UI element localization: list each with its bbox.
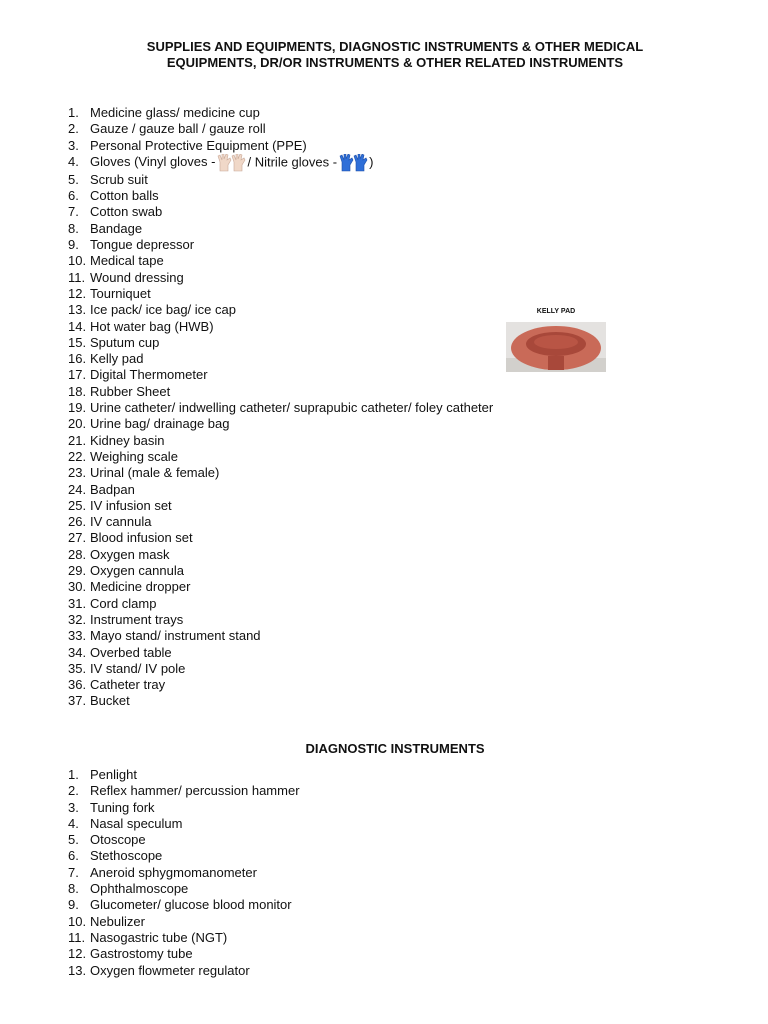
supplies-item-text: Kidney basin: [90, 432, 165, 448]
diagnostic-item-text: Gastrostomy tube: [90, 946, 193, 962]
diagnostic-item: [68, 930, 300, 946]
supplies-item: [68, 628, 493, 644]
kelly-pad-image: [506, 322, 606, 372]
supplies-item-text: Weighing scale: [90, 448, 178, 464]
supplies-item-number: 31.: [68, 595, 87, 611]
supplies-item: [68, 204, 493, 220]
page-title: [60, 39, 730, 71]
diagnostic-item: [68, 881, 300, 897]
diagnostic-item-text: Glucometer/ glucose blood monitor: [90, 897, 292, 913]
supplies-item: [68, 335, 493, 351]
supplies-item: [68, 319, 493, 335]
supplies-item: [68, 286, 493, 302]
supplies-item-number: 20.: [68, 416, 87, 432]
diagnostic-heading: DIAGNOSTIC INSTRUMENTS: [305, 741, 485, 756]
diagnostic-item-text: Nasogastric tube (NGT): [90, 929, 228, 945]
supplies-item-text: Rubber Sheet: [90, 383, 171, 399]
supplies-item-number: 33.: [68, 628, 87, 644]
supplies-item: [68, 498, 493, 514]
supplies-item: [68, 172, 493, 188]
supplies-item-number: 11.: [68, 269, 86, 285]
supplies-item-text: Sputum cup: [90, 334, 160, 350]
supplies-item: [68, 482, 493, 498]
supplies-item-text: Kelly pad: [90, 351, 144, 367]
supplies-item-text: Instrument trays: [90, 611, 184, 627]
diagnostic-item: [68, 865, 300, 881]
supplies-item-number: 10.: [68, 253, 87, 269]
gloves-end-text: ): [369, 154, 374, 170]
supplies-item: [68, 579, 493, 595]
diagnostic-item: [68, 767, 300, 783]
supplies-item: [68, 645, 493, 661]
supplies-item-text: IV cannula: [90, 514, 152, 530]
diagnostic-item-text: Ophthalmoscope: [90, 881, 189, 897]
supplies-item: [68, 661, 493, 677]
diagnostic-item-text: Otoscope: [90, 832, 146, 848]
supplies-item-number: 22.: [68, 448, 87, 464]
diagnostic-item-text: Tuning fork: [90, 799, 155, 815]
supplies-item-text: Bucket: [90, 693, 130, 709]
supplies-item-number: 6.: [68, 188, 79, 204]
diagnostic-item-number: 5.: [68, 832, 79, 848]
supplies-item-text: Personal Protective Equipment (PPE): [90, 137, 307, 153]
supplies-item: [68, 154, 493, 172]
page-title-line-1: SUPPLIES AND EQUIPMENTS, DIAGNOSTIC INSTRUMENTS & OTHER MEDICAL: [146, 39, 644, 54]
supplies-item-number: 2.: [68, 121, 79, 137]
diagnostic-item-text: Stethoscope: [90, 848, 163, 864]
diagnostic-item-number: 8.: [68, 881, 79, 897]
diagnostic-item-number: 11.: [68, 929, 86, 945]
diagnostic-item-text: Penlight: [90, 767, 137, 782]
supplies-item: [68, 433, 493, 449]
diagnostic-item-number: 2.: [68, 783, 79, 799]
supplies-item: [68, 351, 493, 367]
supplies-item: [68, 416, 493, 432]
supplies-item-number: 30.: [68, 579, 87, 595]
supplies-item-number: 7.: [68, 204, 79, 220]
supplies-item-text: Medical tape: [90, 253, 164, 269]
supplies-item: [68, 221, 493, 237]
supplies-item: [68, 693, 493, 709]
diagnostic-item: [68, 800, 300, 816]
supplies-item-number: 37.: [68, 693, 87, 709]
supplies-item-number: 17.: [68, 367, 87, 383]
supplies-item-text: Gauze / gauze ball / gauze roll: [90, 121, 266, 137]
supplies-item: [68, 188, 493, 204]
supplies-item-number: 1.: [68, 105, 79, 120]
diagnostic-item-text: Oxygen flowmeter regulator: [90, 962, 250, 978]
supplies-list: [68, 105, 493, 710]
supplies-item: [68, 384, 493, 400]
diagnostic-item: [68, 914, 300, 930]
diagnostic-item: [68, 946, 300, 962]
supplies-item: [68, 514, 493, 530]
supplies-item-text: Cotton swab: [90, 204, 163, 220]
supplies-item: [68, 677, 493, 693]
supplies-item: [68, 121, 493, 137]
supplies-item-text: Urine catheter/ indwelling catheter/ suprapubic catheter/ foley catheter: [90, 400, 494, 416]
supplies-item-text: Catheter tray: [90, 677, 166, 693]
supplies-item-text: Medicine glass/ medicine cup: [90, 105, 260, 120]
supplies-item-text: Tongue depressor: [90, 237, 195, 253]
supplies-item: [68, 449, 493, 465]
supplies-item: [68, 302, 493, 318]
diagnostic-item-number: 7.: [68, 864, 79, 880]
supplies-item-text: Cord clamp: [90, 595, 157, 611]
nitrile-gloves-image: [337, 154, 369, 172]
supplies-item-number: 13.: [68, 302, 87, 318]
supplies-item: [68, 400, 493, 416]
supplies-item-text: Hot water bag (HWB): [90, 318, 214, 334]
diagnostic-item-number: 6.: [68, 848, 79, 864]
kelly-pad-caption: KELLY PAD: [536, 308, 576, 315]
supplies-item: [68, 563, 493, 579]
supplies-item-number: 18.: [68, 383, 87, 399]
supplies-item-text: Overbed table: [90, 644, 172, 660]
diagnostic-item-text: Nebulizer: [90, 913, 145, 929]
supplies-item: [68, 138, 493, 154]
diagnostic-item: [68, 963, 300, 979]
gloves-line-extras: [215, 154, 373, 172]
supplies-item-text: Digital Thermometer: [90, 367, 208, 383]
supplies-item-number: 23.: [68, 465, 87, 481]
diagnostic-item: [68, 832, 300, 848]
supplies-item-number: 9.: [68, 237, 79, 253]
diagnostic-item: [68, 897, 300, 913]
supplies-item-text: Cotton balls: [90, 188, 159, 204]
supplies-item-number: 34.: [68, 644, 87, 660]
diagnostic-item-number: 9.: [68, 897, 79, 913]
diagnostic-item-text: Reflex hammer/ percussion hammer: [90, 783, 300, 799]
vinyl-gloves-image: [215, 154, 247, 172]
supplies-item: [68, 530, 493, 546]
supplies-item-text: Oxygen mask: [90, 546, 170, 562]
diagnostic-item-number: 3.: [68, 799, 79, 815]
supplies-item-number: 25.: [68, 497, 87, 513]
supplies-item: [68, 612, 493, 628]
supplies-item-number: 15.: [68, 334, 87, 350]
supplies-item-text: Ice pack/ ice bag/ ice cap: [90, 302, 236, 318]
diagnostic-item-text: Nasal speculum: [90, 815, 183, 831]
supplies-item-number: 14.: [68, 318, 87, 334]
supplies-item-number: 16.: [68, 351, 87, 367]
supplies-item: [68, 367, 493, 383]
supplies-item-number: 27.: [68, 530, 87, 546]
supplies-item-number: 5.: [68, 171, 79, 187]
page-title-line-2: EQUIPMENTS, DR/OR INSTRUMENTS & OTHER RELATED INSTRUMENTS: [166, 55, 624, 70]
diagnostic-item: [68, 783, 300, 799]
supplies-item-number: 21.: [68, 432, 87, 448]
supplies-item-number: 29.: [68, 563, 87, 579]
supplies-item-number: 12.: [68, 285, 87, 301]
supplies-item-text: Medicine dropper: [90, 579, 191, 595]
supplies-item: [68, 547, 493, 563]
supplies-item-number: 35.: [68, 660, 87, 676]
diagnostic-item: [68, 848, 300, 864]
supplies-item-number: 28.: [68, 546, 87, 562]
gloves-middle-text: / Nitrile gloves -: [247, 154, 338, 170]
supplies-item-text: Scrub suit: [90, 171, 148, 187]
supplies-item: [68, 237, 493, 253]
diagnostic-item-number: 1.: [68, 767, 79, 782]
diagnostic-item: [68, 816, 300, 832]
diagnostic-list: [68, 767, 300, 979]
supplies-item-number: 4.: [68, 153, 79, 169]
supplies-item-text: Badpan: [90, 481, 135, 497]
supplies-item-text: Urine bag/ drainage bag: [90, 416, 230, 432]
supplies-item-text: Blood infusion set: [90, 530, 193, 546]
supplies-item-number: 3.: [68, 137, 79, 153]
supplies-item-text: IV stand/ IV pole: [90, 660, 186, 676]
supplies-item-text: Wound dressing: [90, 269, 184, 285]
diagnostic-item-number: 13.: [68, 962, 87, 978]
supplies-item-text: Gloves (Vinyl gloves -: [90, 153, 216, 169]
diagnostic-item-number: 10.: [68, 913, 87, 929]
supplies-item-text: IV infusion set: [90, 497, 172, 513]
diagnostic-item-number: 12.: [68, 946, 87, 962]
diagnostic-item-text: Aneroid sphygmomanometer: [90, 864, 257, 880]
supplies-item-number: 32.: [68, 611, 87, 627]
supplies-item: [68, 465, 493, 481]
supplies-item: [68, 596, 493, 612]
supplies-item-number: 36.: [68, 677, 87, 693]
supplies-item-text: Tourniquet: [90, 285, 151, 301]
supplies-item-number: 8.: [68, 220, 79, 236]
supplies-item-number: 19.: [68, 400, 87, 416]
supplies-item-number: 24.: [68, 481, 87, 497]
supplies-item: [68, 253, 493, 269]
supplies-item-text: Mayo stand/ instrument stand: [90, 628, 261, 644]
supplies-item: [68, 105, 493, 121]
supplies-item-text: Bandage: [90, 220, 143, 236]
diagnostic-item-number: 4.: [68, 815, 79, 831]
supplies-item-text: Oxygen cannula: [90, 563, 184, 579]
supplies-item-text: Urinal (male & female): [90, 465, 220, 481]
supplies-item: [68, 270, 493, 286]
supplies-item-number: 26.: [68, 514, 87, 530]
